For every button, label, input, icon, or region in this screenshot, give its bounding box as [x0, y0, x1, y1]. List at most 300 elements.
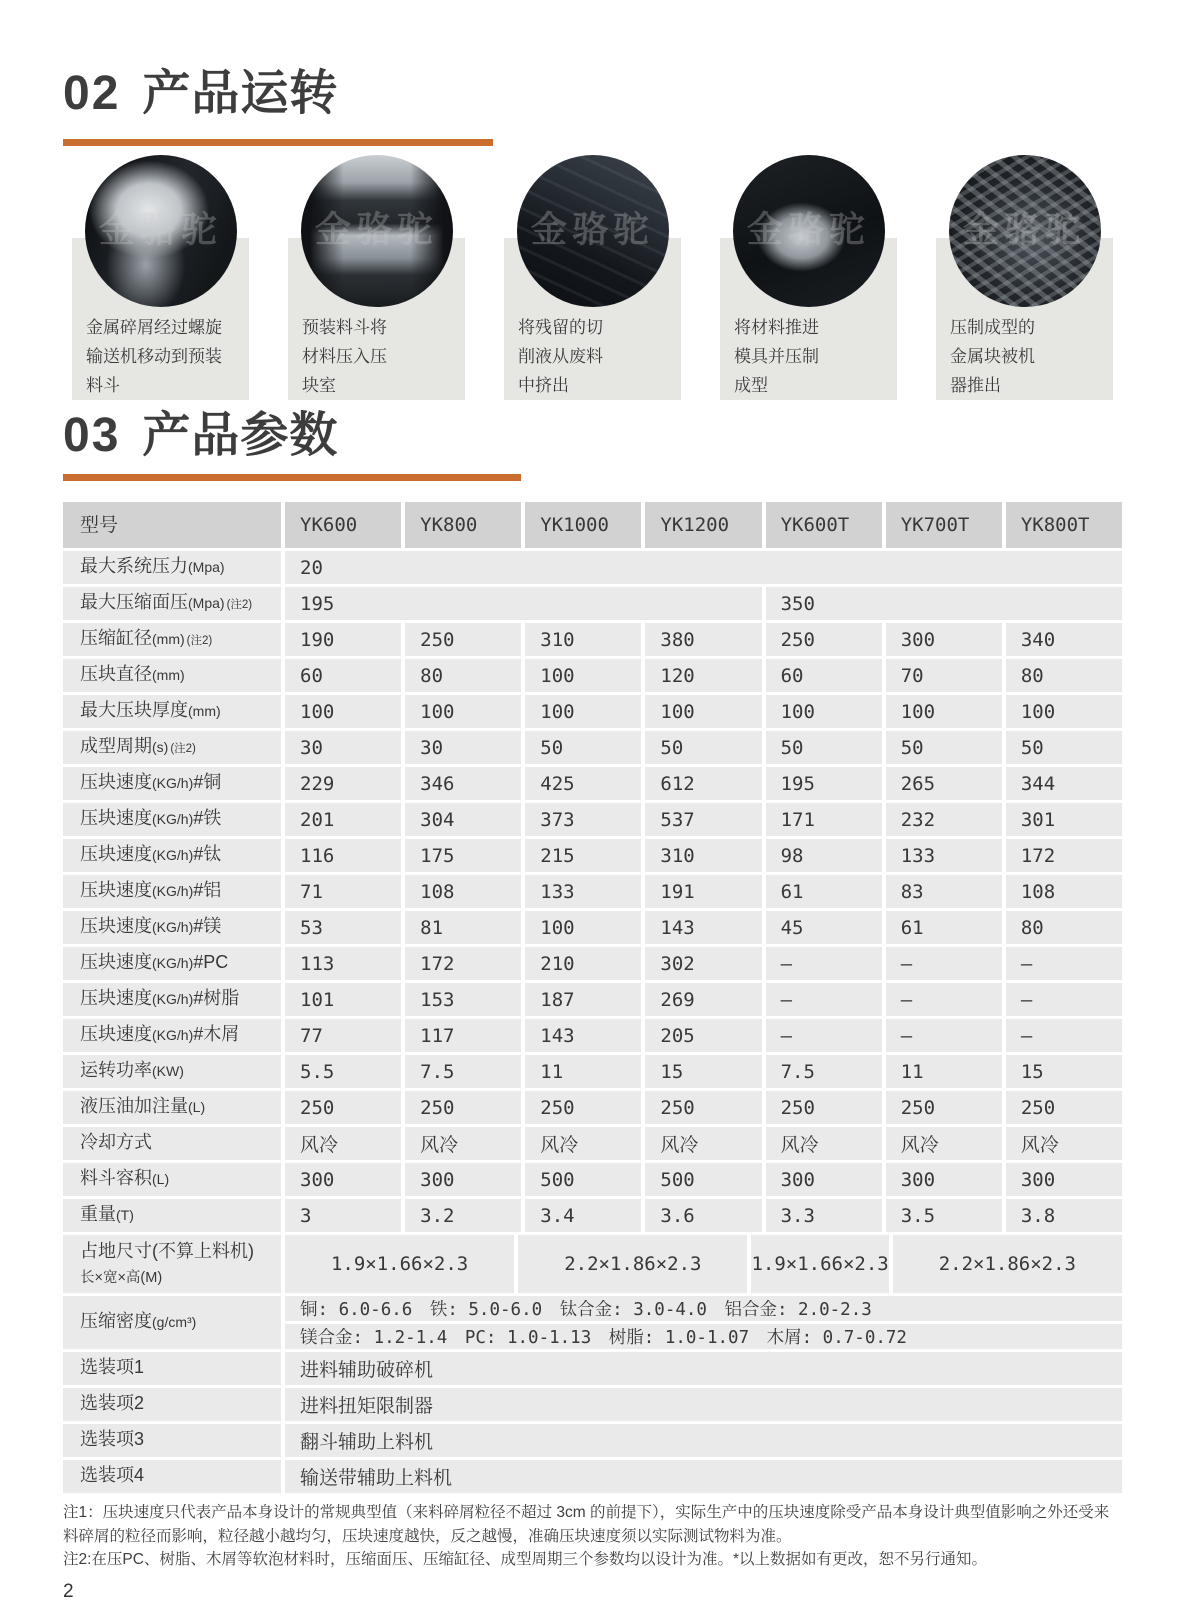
cell-value: – — [1020, 1024, 1033, 1047]
table-cell — [1006, 983, 1122, 1016]
process-card — [927, 155, 1122, 400]
table-cell — [285, 911, 401, 944]
cell-value: 3.5 — [900, 1204, 936, 1227]
cell-value: 300 — [420, 1168, 455, 1191]
table-cell — [886, 875, 1002, 908]
row-label-cell — [63, 623, 281, 656]
row-label-unit: (Mpa) — [188, 559, 225, 576]
table-cell — [886, 659, 1002, 692]
row-label-text: 冷却方式 — [80, 1132, 152, 1153]
table-cell — [766, 1163, 882, 1196]
cell-value: 60 — [300, 664, 323, 687]
table-cell — [886, 803, 1002, 836]
table-cell — [525, 875, 641, 908]
row-label-note: (注2) — [170, 743, 196, 756]
model-header-cell — [285, 502, 401, 548]
cell-value: 7.5 — [420, 1060, 455, 1083]
row-label-cell — [63, 587, 281, 620]
process-card — [495, 155, 690, 400]
table-cell — [766, 875, 882, 908]
cell-value: 143 — [540, 1024, 575, 1047]
cell-value: 175 — [420, 844, 455, 867]
row-label-text: 压块速度 — [80, 952, 152, 973]
row-label — [80, 736, 196, 759]
table-cell — [285, 1163, 401, 1196]
table-cell — [645, 767, 761, 800]
table-cell — [525, 767, 641, 800]
row-label-unit: (mm) — [152, 631, 185, 648]
table-cell — [886, 1055, 1002, 1088]
row-label-cell — [63, 839, 281, 872]
row-label — [80, 1096, 205, 1119]
cell-value: 250 — [780, 628, 815, 651]
cell-value: 171 — [780, 808, 815, 831]
footnote-2: 注2:在压PC、树脂、木屑等软泡材料时，压缩面压、压缩缸径、成型周期三个参数均以设计为准。*以上数据如有更改，恕不另行通知。 — [63, 1551, 987, 1568]
cell-value: 310 — [540, 628, 575, 651]
cell-value: 190 — [300, 628, 335, 651]
cell-value: 3.6 — [660, 1204, 695, 1227]
cell-value: – — [900, 1024, 913, 1047]
cell-value: 250 — [420, 1096, 455, 1119]
row-label-line2: 长×宽×高(M) — [80, 1270, 163, 1287]
row-label-suffix: #木屑 — [193, 1024, 240, 1045]
table-cell — [285, 695, 401, 728]
row-label — [80, 1060, 184, 1083]
cell-value: – — [780, 988, 793, 1011]
table-cell — [886, 1019, 1002, 1052]
cell-value: 77 — [300, 1024, 323, 1047]
table-cell — [645, 731, 761, 764]
cell-value: 50 — [780, 736, 804, 759]
row-label — [80, 1204, 134, 1227]
table-cell — [285, 659, 401, 692]
table-row — [63, 803, 1122, 836]
cell-value: 80 — [1020, 664, 1044, 687]
table-row — [63, 1019, 1122, 1052]
row-label-cell — [63, 803, 281, 836]
cell-value: 302 — [660, 952, 695, 975]
table-row — [63, 1388, 1122, 1421]
table-cell — [1006, 695, 1122, 728]
cell-value: 2.2×1.86×2.3 — [564, 1253, 702, 1275]
row-label-cell — [63, 911, 281, 944]
cell-value: 100 — [540, 916, 575, 939]
row-label-cell — [63, 1019, 281, 1052]
cell-value: 风冷 — [780, 1134, 819, 1156]
section-03-title — [63, 406, 1122, 466]
table-cell — [285, 1127, 401, 1160]
row-label — [80, 664, 185, 687]
table-row — [63, 1235, 1122, 1293]
table-cell — [766, 983, 882, 1016]
table-cell — [405, 659, 521, 692]
row-label-text: 型号 — [80, 514, 119, 536]
row-label-text: 最大压缩面压 — [80, 592, 188, 613]
model-name: YK600 — [300, 514, 358, 536]
row-label-cell — [63, 1091, 281, 1124]
cell-value: 50 — [660, 736, 684, 759]
cell-value: 215 — [540, 844, 575, 867]
caption-line: 料斗 — [86, 376, 120, 395]
cell-value: 340 — [1020, 628, 1056, 651]
cell-value: 300 — [300, 1168, 335, 1191]
table-cell — [893, 1235, 1122, 1293]
process-card — [711, 155, 906, 400]
row-label-cell — [63, 983, 281, 1016]
cell-value: 风冷 — [900, 1134, 939, 1156]
row-label-unit: (Mpa) — [188, 595, 225, 612]
table-cell — [525, 947, 641, 980]
row-label-cell — [63, 1163, 281, 1196]
table-cell — [525, 911, 641, 944]
row-label-text: 运转功率 — [80, 1060, 152, 1081]
model-name: YK800 — [420, 514, 478, 536]
table-row — [63, 875, 1122, 908]
table-row — [63, 1055, 1122, 1088]
watermark: 金骆驼 — [314, 208, 438, 250]
table-cell — [525, 1127, 641, 1160]
table-cell — [1006, 1091, 1122, 1124]
section-02-label: 产品运转 — [142, 67, 339, 120]
row-label-text: 最大压块厚度 — [80, 700, 188, 721]
page-number: 2 — [63, 1580, 74, 1602]
table-cell — [405, 1091, 521, 1124]
cell-value: 133 — [900, 844, 936, 867]
row-label-cell — [63, 1352, 281, 1385]
cell-value: 537 — [660, 808, 695, 831]
table-cell — [525, 1019, 641, 1052]
cell-value: 1.9×1.66×2.3 — [751, 1253, 889, 1275]
cell-value: 344 — [1020, 772, 1056, 795]
table-cell — [645, 1091, 761, 1124]
card-caption — [518, 313, 678, 400]
table-cell — [525, 659, 641, 692]
row-label — [80, 1311, 196, 1334]
row-label-unit: (KG/h) — [152, 811, 194, 828]
cell-value: 翻斗辅助上料机 — [300, 1431, 434, 1453]
cell-value: 250 — [300, 1096, 335, 1119]
table-cell — [525, 1199, 641, 1232]
cell-value: 100 — [900, 700, 936, 723]
row-label — [80, 1132, 152, 1155]
cell-value: 11 — [900, 1060, 924, 1083]
section-03-underline — [63, 474, 521, 481]
cell-value: 300 — [900, 628, 936, 651]
table-cell — [285, 551, 1122, 584]
table-cell — [1006, 803, 1122, 836]
table-row — [63, 839, 1122, 872]
table-cell — [645, 1055, 761, 1088]
table-cell — [886, 1127, 1002, 1160]
cell-value: 500 — [540, 1168, 575, 1191]
cell-value: 3.4 — [540, 1204, 575, 1227]
cell-value: 250 — [540, 1096, 575, 1119]
row-label-note: (注2) — [226, 599, 253, 612]
row-label — [80, 1465, 144, 1488]
table-cell — [766, 947, 882, 980]
cell-value: – — [1020, 952, 1033, 975]
row-label-suffix: #PC — [193, 952, 229, 973]
cell-value: 100 — [780, 700, 815, 723]
table-cell — [766, 623, 882, 656]
row-label-text: 压块直径 — [80, 664, 152, 685]
table-cell — [886, 839, 1002, 872]
model-name: YK1000 — [540, 514, 609, 536]
row-label-text: 成型周期 — [80, 736, 152, 757]
table-cell — [766, 839, 882, 872]
cell-value: 143 — [660, 916, 695, 939]
row-label-unit: (T) — [116, 1207, 134, 1224]
row-label-text: 压块速度 — [80, 772, 152, 793]
cell-value: 镁合金: 1.2-1.4 PC: 1.0-1.13 树脂: 1.0-1.07 木屑: 0.7-0.72 — [300, 1328, 907, 1348]
cell-value: 3.3 — [780, 1204, 815, 1227]
table-cell — [645, 1199, 761, 1232]
table-cell — [766, 1127, 882, 1160]
row-label-cell — [63, 767, 281, 800]
row-label-cell — [63, 1055, 281, 1088]
table-cell — [405, 1127, 521, 1160]
row-label-cell — [63, 1460, 281, 1493]
table-cell — [886, 695, 1002, 728]
table-cell — [525, 983, 641, 1016]
table-cell — [766, 767, 882, 800]
row-label-suffix: #钛 — [193, 844, 222, 865]
table-cell — [285, 1460, 1122, 1493]
watermark: 金骆驼 — [530, 208, 654, 250]
table-cell — [645, 875, 761, 908]
cell-value: 133 — [540, 880, 575, 903]
table-row — [63, 1460, 1122, 1493]
table-cell — [285, 623, 401, 656]
model-header-cell — [766, 502, 882, 548]
table-cell — [1006, 623, 1122, 656]
table-cell — [285, 1424, 1122, 1457]
cell-value: 100 — [420, 700, 455, 723]
row-label-text: 占地尺寸(不算上料机) — [80, 1240, 254, 1261]
row-label-unit: (L) — [188, 1099, 206, 1116]
cell-value: 15 — [1020, 1060, 1044, 1083]
caption-line: 预装料斗将 — [302, 318, 387, 337]
row-label-unit: (KG/h) — [152, 883, 194, 900]
model-header-cell — [1006, 502, 1122, 548]
row-label-cell — [63, 502, 281, 548]
table-cell — [285, 875, 401, 908]
table-cell — [766, 1091, 882, 1124]
cell-value: 300 — [900, 1168, 936, 1191]
table-cell — [766, 1019, 882, 1052]
table-header-row — [63, 502, 1122, 548]
table-cell — [525, 803, 641, 836]
cell-value: 60 — [780, 664, 804, 687]
cell-value: 172 — [1020, 844, 1056, 867]
table-cell — [1006, 875, 1122, 908]
row-label-unit: (KG/h) — [152, 955, 194, 972]
row-label-unit: (KG/h) — [152, 919, 194, 936]
cell-value: – — [780, 952, 793, 975]
cell-value: 7.5 — [780, 1060, 815, 1083]
cell-value: 风冷 — [300, 1134, 339, 1156]
table-cell — [285, 731, 401, 764]
caption-line: 成型 — [734, 376, 768, 395]
table-cell — [645, 839, 761, 872]
cell-value: 350 — [780, 592, 815, 615]
caption-line: 中挤出 — [518, 376, 569, 395]
cell-value: 500 — [660, 1168, 695, 1191]
caption-line: 削液从废料 — [518, 347, 603, 366]
table-cell — [645, 911, 761, 944]
table-cell — [525, 623, 641, 656]
row-label-text: 压块速度 — [80, 1024, 152, 1045]
cell-value: 风冷 — [1020, 1134, 1059, 1156]
caption-line: 器推出 — [950, 376, 1001, 395]
cell-value: 201 — [300, 808, 335, 831]
table-cell — [1006, 1055, 1122, 1088]
model-header-cell — [645, 502, 761, 548]
table-cell — [285, 947, 401, 980]
cell-value: 30 — [420, 736, 444, 759]
table-row — [63, 983, 1122, 1016]
caption-line: 输送机移动到预装 — [86, 347, 222, 366]
table-cell — [645, 947, 761, 980]
table-row — [63, 623, 1122, 656]
table-row — [63, 587, 1122, 620]
row-label-text: 压块速度 — [80, 880, 152, 901]
cell-value: 117 — [420, 1024, 455, 1047]
footnotes — [63, 1501, 1122, 1572]
table-cell — [285, 1199, 401, 1232]
material-into-mold-photo — [733, 155, 885, 307]
cell-value: 70 — [900, 664, 924, 687]
cell-value: 612 — [660, 772, 695, 795]
cell-value: 250 — [420, 628, 455, 651]
table-cell — [766, 695, 882, 728]
cell-value: 205 — [660, 1024, 695, 1047]
table-cell — [518, 1235, 747, 1293]
section-03-label: 产品参数 — [142, 409, 339, 462]
row-label — [80, 513, 118, 538]
cell-value: – — [900, 952, 913, 975]
caption-line: 金属碎屑经过螺旋 — [86, 318, 222, 337]
table-cell — [645, 1163, 761, 1196]
footnote-1: 注1：压块速度只代表产品本身设计的常规典型值（来料碎屑粒径不超过 3cm 的前提下），实际生产中的压块速度除受产品本身设计典型值影响之外还受来料碎屑的粒径而影响，粒径越小越均匀，压块速度越快，反之越慢，准确压块速度须以实际测试物料为准。 — [63, 1504, 1110, 1545]
row-label-text: 液压油加注量 — [80, 1096, 188, 1117]
row-label-text: 压缩密度 — [80, 1311, 152, 1332]
row-label — [80, 592, 252, 615]
row-label — [80, 1241, 254, 1264]
row-label-unit: (L) — [152, 1171, 170, 1188]
table-cell — [285, 1019, 401, 1052]
cell-value: 11 — [540, 1060, 564, 1083]
cell-value: 50 — [900, 736, 924, 759]
cell-value: 50 — [540, 736, 564, 759]
card-caption — [302, 313, 462, 400]
row-label — [80, 700, 221, 723]
row-label-cell — [63, 1388, 281, 1421]
row-label-unit: (KG/h) — [152, 991, 194, 1008]
section-02-number: 02 — [63, 67, 121, 120]
row-label-unit: (KG/h) — [152, 1027, 194, 1044]
cell-value: 300 — [1020, 1168, 1056, 1191]
table-cell — [766, 911, 882, 944]
table-cell — [645, 659, 761, 692]
table-cell — [1006, 911, 1122, 944]
cell-value: 210 — [540, 952, 575, 975]
cell-value: 373 — [540, 808, 575, 831]
cell-value: 71 — [300, 880, 323, 903]
row-label-text: 压块速度 — [80, 844, 152, 865]
cell-value: 250 — [660, 1096, 695, 1119]
cell-value: 83 — [900, 880, 924, 903]
table-cell — [285, 1055, 401, 1088]
row-label — [80, 1393, 144, 1416]
density-values — [285, 1296, 1122, 1349]
table-row — [63, 947, 1122, 980]
section-02-title — [63, 0, 1122, 124]
row-label — [80, 772, 221, 795]
row-label-cell — [63, 1127, 281, 1160]
table-row — [63, 1424, 1122, 1457]
cell-value: 61 — [780, 880, 804, 903]
table-cell — [886, 731, 1002, 764]
row-label-text: 压块速度 — [80, 988, 152, 1009]
cell-value: – — [900, 988, 913, 1011]
model-name: YK800T — [1020, 514, 1090, 536]
cell-value: 1.9×1.66×2.3 — [330, 1253, 469, 1275]
row-label-cell — [63, 1296, 281, 1349]
cell-value: 269 — [660, 988, 695, 1011]
row-label — [80, 844, 221, 867]
table-cell — [405, 803, 521, 836]
row-label-text: 选装项3 — [80, 1429, 145, 1450]
cell-value: 铜: 6.0-6.6 铁: 5.0-6.0 钛合金: 3.0-4.0 铝合金: 2.0-2.3 — [300, 1300, 872, 1320]
table-row — [63, 1163, 1122, 1196]
table-cell — [645, 623, 761, 656]
cell-value: 310 — [660, 844, 695, 867]
row-label-text: 选装项2 — [80, 1393, 145, 1414]
row-label — [80, 880, 221, 903]
table-cell — [285, 983, 401, 1016]
cell-value: 进料扭矩限制器 — [300, 1395, 434, 1417]
row-label-unit: (g/cm³) — [152, 1314, 197, 1331]
table-cell — [1006, 767, 1122, 800]
table-row — [63, 695, 1122, 728]
table-cell — [886, 947, 1002, 980]
table-cell — [886, 1091, 1002, 1124]
params-table — [63, 502, 1122, 1493]
cell-value: 116 — [300, 844, 335, 867]
table-row — [63, 1091, 1122, 1124]
table-cell — [525, 839, 641, 872]
cell-value: 301 — [1020, 808, 1056, 831]
row-label-suffix: #树脂 — [193, 988, 240, 1009]
caption-line: 将残留的切 — [518, 318, 603, 337]
table-cell — [525, 1163, 641, 1196]
row-label-text: 料斗容积 — [80, 1168, 152, 1189]
table-cell — [1006, 1127, 1122, 1160]
row-label — [80, 808, 221, 831]
cell-value: 380 — [660, 628, 695, 651]
row-label — [80, 628, 212, 651]
caption-line: 压制成型的 — [950, 318, 1035, 337]
cell-value: 191 — [660, 880, 695, 903]
row-label-cell — [63, 947, 281, 980]
cell-value: 108 — [420, 880, 455, 903]
row-label-cell — [63, 659, 281, 692]
row-label-cell — [63, 1199, 281, 1232]
cell-value: 3 — [300, 1204, 312, 1227]
table-cell — [1006, 947, 1122, 980]
row-label — [80, 988, 239, 1011]
